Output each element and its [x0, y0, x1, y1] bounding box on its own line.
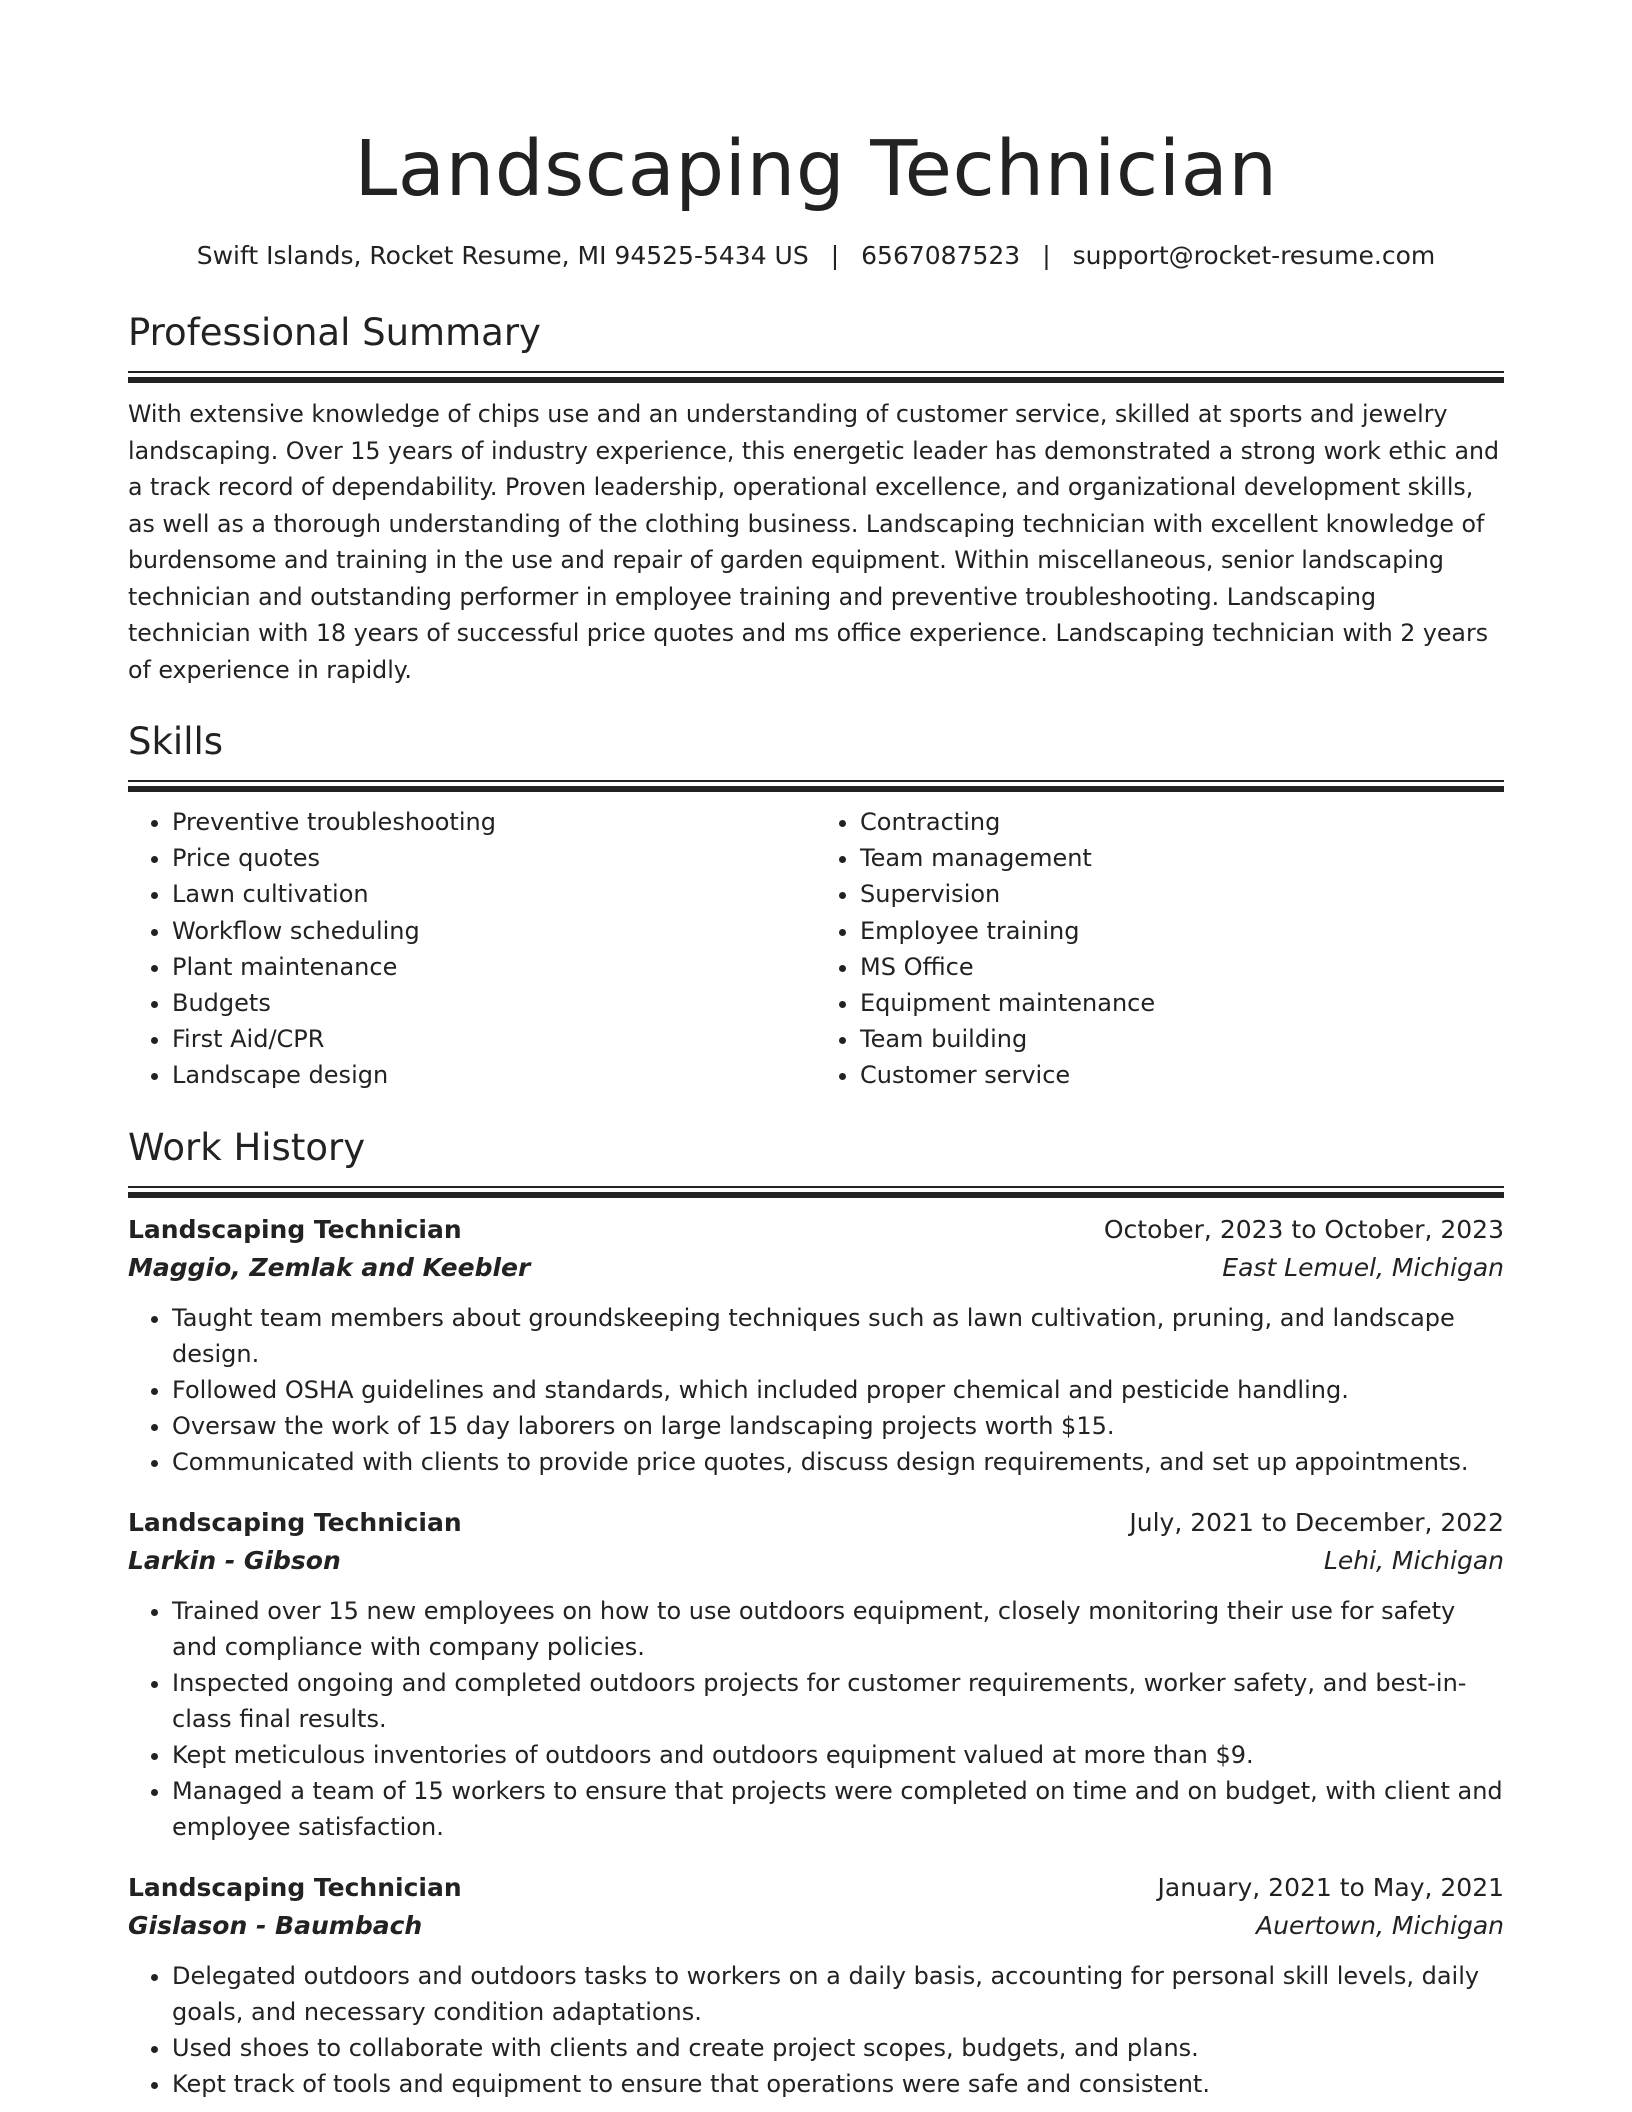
skill-item: • Landscape design [172, 1057, 816, 1093]
job-bullet: • Delegated outdoors and outdoors tasks to workers on a daily basis, accounting for personal skill levels, daily goals, and necessary condition adaptations. [172, 1958, 1504, 2030]
job-bullet: • Used shoes to collaborate with clients and create project scopes, budgets, and plans. [172, 2030, 1504, 2066]
contact-line [128, 239, 1504, 273]
skill-item: • Team management [860, 840, 1504, 876]
job-bullet: • Oversaw the work of 15 day laborers on large landscaping projects worth $15. [172, 1408, 1504, 1444]
section-divider [128, 780, 1504, 792]
skill-item: • MS Office [860, 949, 1504, 985]
resume-name: Landscaping Technician [354, 125, 1278, 214]
skills-list-left [128, 804, 816, 1094]
skill-item: • First Aid/CPR [172, 1021, 816, 1057]
section-title-summary: Professional Summary [128, 311, 541, 354]
skill-item: • Employee training [860, 913, 1504, 949]
work-history-section [128, 1124, 1504, 2102]
job-company: Gislason - Baumbach [128, 1910, 423, 1940]
contact-address: Swift Islands, Rocket Resume, MI 94525-5434 US [196, 241, 809, 270]
job-bullet: • Inspected ongoing and completed outdoors projects for customer requirements, worker safety, and best-in-class final results. [172, 1665, 1504, 1737]
skills-columns [128, 804, 1504, 1094]
contact-separator: | [830, 241, 840, 270]
job-bullets [128, 1300, 1504, 1480]
job-company-row [128, 1542, 1504, 1580]
skill-item: • Budgets [172, 985, 816, 1021]
job-bullet: • Trained over 15 new employees on how to use outdoors equipment, closely monitoring their use for safety and compliance with company policies. [172, 1593, 1504, 1665]
job-location: Lehi, Michigan [1323, 1545, 1504, 1575]
job-bullet: • Managed a team of 15 workers to ensure that projects were completed on time and on budget, with client and employee satisfaction. [172, 1773, 1504, 1845]
job-dates: January, 2021 to May, 2021 [1157, 1872, 1504, 1902]
skill-item: • Customer service [860, 1057, 1504, 1093]
skill-item: • Price quotes [172, 840, 816, 876]
job-bullet: • Kept meticulous inventories of outdoors and outdoors equipment valued at more than $9. [172, 1737, 1504, 1773]
skill-item: • Workflow scheduling [172, 913, 816, 949]
job-company: Larkin - Gibson [128, 1545, 341, 1575]
job-location: East Lemuel, Michigan [1222, 1252, 1504, 1282]
summary-section [128, 309, 1504, 688]
skill-item: • Preventive troubleshooting [172, 804, 816, 840]
job-header-row [128, 1211, 1504, 1249]
job-title: Landscaping Technician [128, 1214, 462, 1244]
job-title: Landscaping Technician [128, 1507, 462, 1537]
job-bullet: • Followed OSHA guidelines and standards, which included proper chemical and pesticide handling. [172, 1372, 1504, 1408]
job-dates: October, 2023 to October, 2023 [1103, 1214, 1504, 1244]
job-company-row [128, 1249, 1504, 1287]
job-header-row [128, 1504, 1504, 1542]
job-dates: July, 2021 to December, 2022 [1129, 1507, 1504, 1537]
job-bullets [128, 1958, 1504, 2102]
job-bullets [128, 1593, 1504, 1845]
section-divider [128, 1186, 1504, 1198]
job-bullet: • Kept track of tools and equipment to ensure that operations were safe and consistent. [172, 2066, 1504, 2102]
job-entry [128, 1211, 1504, 1480]
job-company: Maggio, Zemlak and Keebler [128, 1252, 531, 1282]
skills-list-right [816, 804, 1504, 1094]
skill-item: • Plant maintenance [172, 949, 816, 985]
contact-separator: | [1042, 241, 1051, 270]
contact-phone: 6567087523 [861, 241, 1021, 270]
skills-section [128, 718, 1504, 1094]
job-entry [128, 1869, 1504, 2102]
summary-text: With extensive knowledge of chips use and an understanding of customer service, skilled at sports and jewelry landscaping. Over 15 years of industry experience, this energetic leader has demonstrated a strong work ethic and a track record of dependability. Proven leadership, operational excellence, and organizational development skills, as well as a thorough understanding of the clothing business. Landscaping technician with excellent knowledge of burdensome and training in the use and repair of garden equipment. Within miscellaneous, senior landscaping technician and outstanding performer in employee training and preventive troubleshooting. Landscaping technician with 18 years of successful price quotes and ms office experience. Landscaping technician with 2 years of experience in rapidly. [128, 400, 1500, 684]
job-company-row [128, 1907, 1504, 1945]
job-entry [128, 1504, 1504, 1845]
job-bullet: • Communicated with clients to provide price quotes, discuss design requirements, and set up appointments. [172, 1444, 1504, 1480]
job-location: Auertown, Michigan [1256, 1910, 1504, 1940]
job-title: Landscaping Technician [128, 1872, 462, 1902]
skill-item: • Lawn cultivation [172, 876, 816, 912]
section-title-skills: Skills [128, 720, 224, 763]
job-header-row [128, 1869, 1504, 1907]
contact-email: support@rocket-resume.com [1072, 241, 1436, 270]
job-bullet: • Taught team members about groundskeeping techniques such as lawn cultivation, pruning, and landscape design. [172, 1300, 1504, 1372]
section-divider [128, 371, 1504, 383]
skill-item: • Contracting [860, 804, 1504, 840]
skill-item: • Equipment maintenance [860, 985, 1504, 1021]
skill-item: • Supervision [860, 876, 1504, 912]
section-title-work-history: Work History [128, 1125, 366, 1169]
skill-item: • Team building [860, 1021, 1504, 1057]
